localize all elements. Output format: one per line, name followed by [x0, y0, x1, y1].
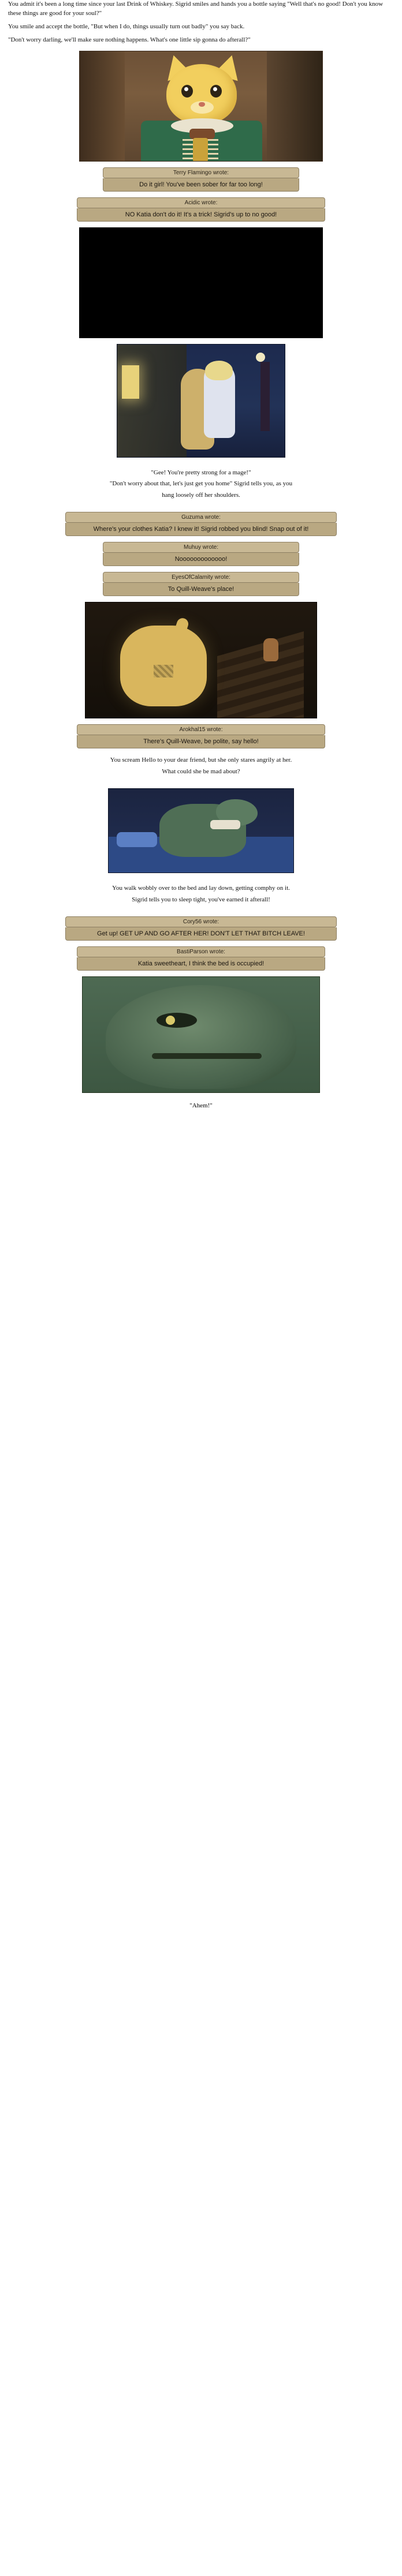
post-text: Katia sweetheart, I think the bed is occupied! [77, 957, 325, 971]
caption-line: "Gee! You're pretty strong for a mage!" [151, 469, 251, 476]
comic-page [0, 0, 402, 1123]
comic-panel-1 [79, 51, 323, 162]
post-author: BastiParson wrote: [77, 946, 325, 957]
comic-panel-6 [82, 976, 320, 1093]
post-author: Muhuy wrote: [103, 542, 299, 553]
panel5-pillow [117, 832, 157, 847]
forum-post [103, 572, 299, 596]
panel6-quill-weave-mouth [152, 1053, 262, 1059]
caption-line: You walk wobbly over to the bed and lay down, getting comphy on it. [112, 885, 290, 892]
caption-line: You scream Hello to your dear friend, but she only stares angrily at her. [110, 757, 292, 764]
panel1-whiskey-bottle [193, 138, 208, 162]
panel1-right-wall [267, 51, 322, 161]
panel1-cat-head [166, 64, 237, 124]
panel5-quill-weave-collar [210, 820, 240, 829]
post-text: To Quill-Weave's place! [103, 583, 299, 596]
post-author: EyesOfCalamity wrote: [103, 572, 299, 583]
caption-block-2 [0, 751, 402, 782]
panel6-quill-weave-face [106, 985, 296, 1089]
post-text: NO Katia don't do it! It's a trick! Sigrid's up to no good! [77, 208, 325, 222]
forum-post [77, 946, 325, 971]
comic-panel-3 [117, 344, 285, 458]
caption-line: hang loosely off her shoulders. [162, 491, 240, 499]
post-author: Terry Flamingo wrote: [103, 167, 299, 178]
intro-line-1: You admit it's been a long time since your last Drink of Whiskey. Sigrid smiles and hands you a bottle saying "Well that's no good! Don't you know these things are good for your soul?" [8, 1, 384, 17]
final-caption: "Ahem!" [189, 1102, 213, 1110]
caption-line: Sigrid tells you to sleep tight, you've earned it afterall! [132, 896, 270, 903]
post-author: Guzuma wrote: [65, 512, 337, 523]
forum-post [103, 542, 299, 566]
panel4-quill-weave-figure [263, 638, 278, 661]
forum-post [77, 724, 325, 748]
panel3-building-wall [117, 345, 187, 457]
panel3-sigrid-hair [205, 361, 233, 380]
post-text: Get up! GET UP AND GO AFTER HER! DON'T LET THAT BITCH LEAVE! [65, 927, 337, 941]
post-text: Nooooooooooooo! [103, 553, 299, 566]
post-author: Cory56 wrote: [65, 916, 337, 927]
panel3-moon [256, 353, 265, 362]
caption-block-1 [0, 463, 402, 507]
forum-post [103, 167, 299, 192]
panel1-cat-right-eye [210, 85, 222, 98]
panel3-tree [260, 362, 270, 431]
panel1-left-wall [80, 51, 125, 161]
post-text: There's Quill-Weave, be polite, say hello! [77, 735, 325, 748]
post-text: Do it girl! You've been sober for far too long! [103, 178, 299, 192]
forum-post [77, 197, 325, 222]
comic-panel-4 [85, 602, 317, 718]
caption-line: What could she be mad about? [162, 767, 240, 775]
comic-panel-2-black [79, 227, 323, 338]
forum-post [65, 916, 337, 941]
panel3-lit-window [122, 365, 139, 399]
panel1-cat-nose [199, 102, 205, 107]
panel4-staircase [217, 631, 304, 718]
post-author: Arokhal15 wrote: [77, 724, 325, 735]
forum-post [65, 512, 337, 536]
post-text: Where's your clothes Katia? I knew it! Sigrid robbed you blind! Snap out of it! [65, 523, 337, 536]
panel4-censor-bar [154, 665, 173, 677]
panel1-cat-left-eye [181, 85, 193, 98]
comic-panel-5 [108, 788, 294, 873]
intro-line-2: You smile and accept the bottle, "But when I do, things usually turn out badly" you say back. [8, 23, 245, 30]
intro-narration [0, 0, 402, 45]
caption-block-3 [0, 879, 402, 911]
post-author: Acidic wrote: [77, 197, 325, 208]
caption-line: "Don't worry about that, let's just get you home" Sigrid tells you, as you [109, 480, 293, 488]
intro-line-3: "Don't worry darling, we'll make sure nothing happens. What's one little sip gonna do afterall?" [8, 36, 251, 43]
